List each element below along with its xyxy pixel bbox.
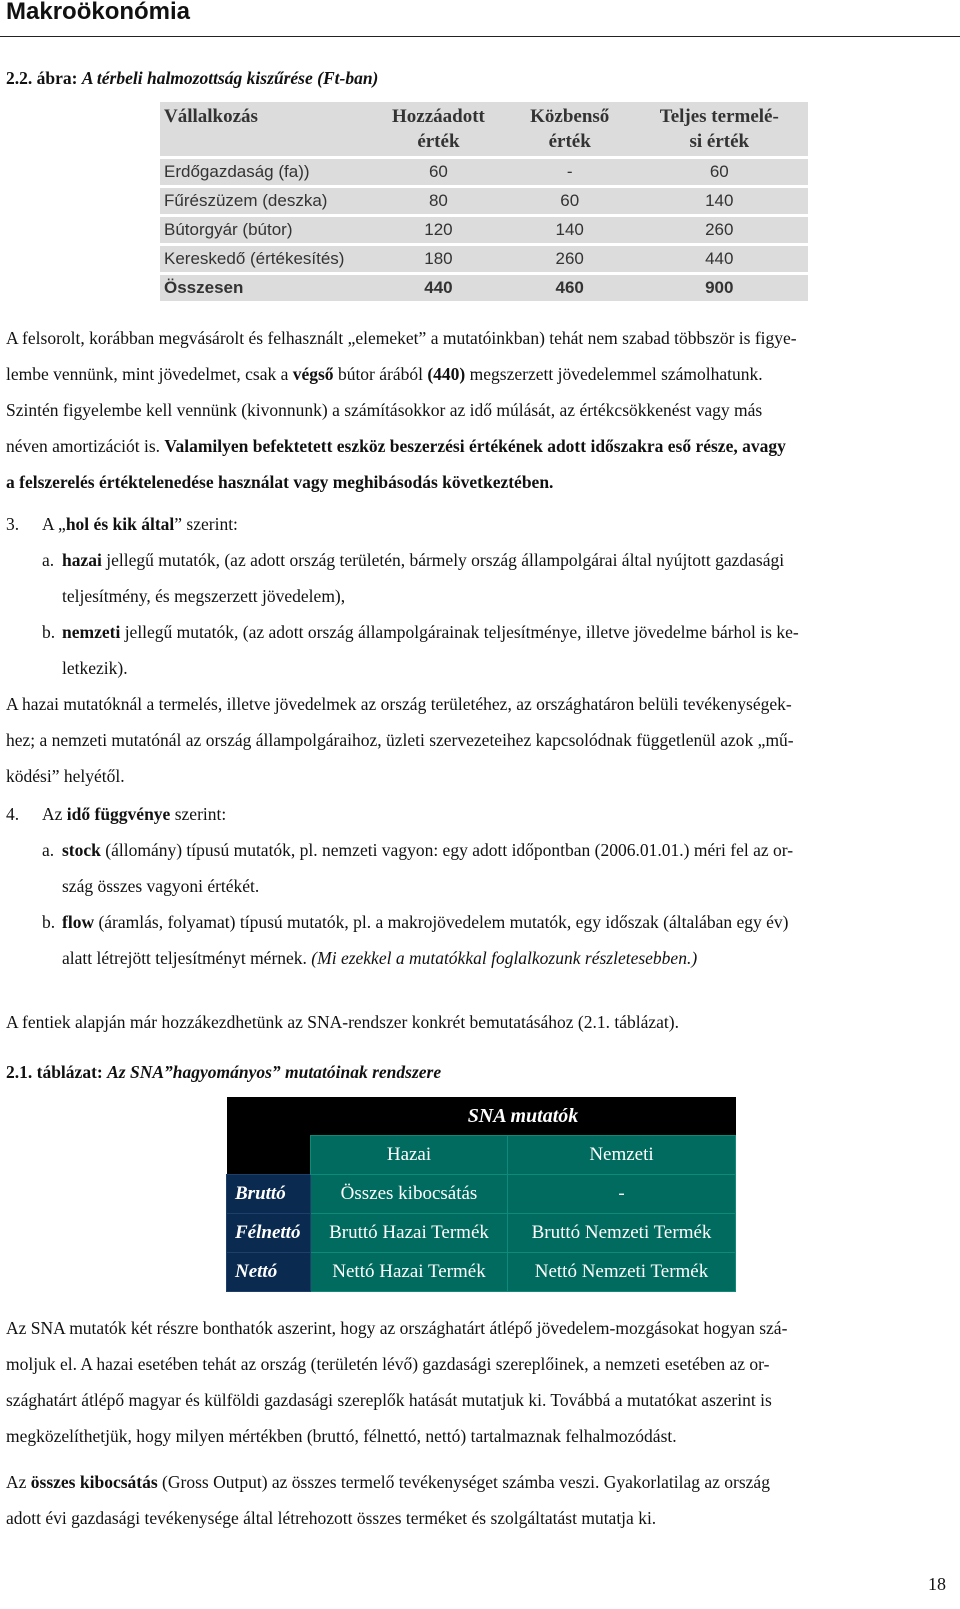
list-label: a.: [42, 550, 55, 570]
table-row: [160, 214, 808, 243]
page-number: 18: [928, 1574, 946, 1594]
text-line: néven amortizációt is. Valamilyen befektetett eszköz beszerzési értékének adott időszakra eső része, avagy: [6, 436, 786, 456]
figure-caption: [6, 60, 958, 96]
table-row: [160, 156, 808, 185]
text-line: hez; a nemzeti mutatónál az ország állampolgáraihoz, üzleti szervezeteihez kapcsolódnak függetlenül azok „mű-: [6, 730, 794, 750]
table-cell: Nettó Nemzeti Termék: [508, 1253, 736, 1292]
text-line: megközelíthetjük, hogy milyen mértékben (bruttó, félnettó, nettó) tartalmaznak felhalmozódást.: [6, 1426, 677, 1446]
table-cell: 140: [631, 185, 808, 214]
table-cell: -: [509, 156, 631, 185]
col-header-hazai: Hazai: [311, 1136, 508, 1175]
figure-caption-number: 2.2. ábra:: [6, 68, 78, 88]
table-cell: 460: [509, 272, 631, 301]
table-cell: 60: [631, 156, 808, 185]
text-line: moljuk el. A hazai esetében tehát az ország (területén lévő) gazdasági szereplőinek, a nemzeti esetében az or-: [6, 1354, 770, 1374]
table-row: [227, 1136, 736, 1175]
table-cell: 440: [631, 243, 808, 272]
table-cell: Bruttó Nemzeti Termék: [508, 1214, 736, 1253]
text-line: a felszerelés értéktelenedése használat vagy meghibásodás következtében.: [6, 472, 554, 492]
paragraph: [6, 686, 958, 794]
text-line: Az SNA mutatók két részre bonthatók aszerint, hogy az országhatárt átlépő jövedelem-mozgásokat hogyan szá-: [6, 1318, 788, 1338]
row-header: Bruttó: [227, 1175, 311, 1214]
paragraph: A fentiek alapján már hozzákezdhetünk az SNA-rendszer konkrét bemutatásához (2.1. táblázat).: [6, 1012, 679, 1032]
text-line: A felsorolt, korábban megvásárolt és felhasznált „elemeket” a mutatóinkban) tehát nem szabad többször is figye-: [6, 328, 797, 348]
table-cell: Nettó Hazai Termék: [311, 1253, 508, 1292]
row-header: Nettó: [227, 1253, 311, 1292]
table-row: [227, 1097, 736, 1136]
table-cell: 440: [368, 272, 509, 301]
paragraph: [6, 1464, 958, 1536]
list-label: a.: [42, 840, 55, 860]
col-header: Teljes termelé- si érték: [631, 102, 808, 156]
header-rule: [0, 36, 960, 37]
table-cell: Bruttó Hazai Termék: [311, 1214, 508, 1253]
table-cell: 60: [509, 185, 631, 214]
text-line: lembe vennünk, mint jövedelmet, csak a végső bútor árából (440) megszerzett jövedelemmel számolhatunk.: [6, 364, 763, 384]
table-row: [227, 1175, 736, 1214]
list-label: b.: [42, 912, 56, 932]
table-cell: 120: [368, 214, 509, 243]
table-caption-title: Az SNA”hagyományos” mutatóinak rendszere: [107, 1062, 442, 1082]
table-cell: 260: [631, 214, 808, 243]
table-cell: Összes kibocsátás: [311, 1175, 508, 1214]
table-cell-empty: [227, 1097, 311, 1136]
value-added-table: [160, 102, 808, 301]
table-caption-number: 2.1. táblázat:: [6, 1062, 103, 1082]
text-line: adott évi gazdasági tevékenysége által létrehozott összes terméket és szolgáltatást mutatja ki.: [6, 1508, 657, 1528]
table-cell: Bútorgyár (bútor): [160, 214, 368, 243]
figure-caption-title: A térbeli halmozottság kiszűrése (Ft-ban): [81, 68, 379, 88]
table-cell: 260: [509, 243, 631, 272]
table-cell: Erdőgazdaság (fa)): [160, 156, 368, 185]
list-item: nemzeti jellegű mutatók, (az adott ország állampolgárainak teljesítménye, illetve jövedelme bárhol is ke- letkezik).: [62, 622, 799, 678]
list-item: hazai jellegű mutatók, (az adott ország területén, bármely ország állampolgárai által nyújtott gazdasági teljesítmény, és megszerzett jövedelem),: [62, 550, 785, 606]
table-cell: Fűrészüzem (deszka): [160, 185, 368, 214]
table-row: [160, 243, 808, 272]
col-header: Vállalkozás: [160, 102, 368, 156]
list-item-heading: Az idő függvénye szerint:: [42, 804, 227, 824]
table-cell: Összesen: [160, 272, 368, 301]
table-cell: Kereskedő (értékesítés): [160, 243, 368, 272]
page-header-title: Makroökonómia: [6, 0, 191, 25]
col-header: Közbenső érték: [509, 102, 631, 156]
list-item-heading: A „hol és kik által” szerint:: [42, 514, 238, 534]
text-line: Az összes kibocsátás (Gross Output) az összes termelő tevékenységet számba veszi. Gyakorlatilag az ország: [6, 1472, 770, 1492]
list-item: flow (áramlás, folyamat) típusú mutatók, pl. a makrojövedelem mutatók, egy időszak (általában egy év) alatt létrejött teljesítményt mérnek. (Mi ezekkel a mutatókkal foglalkozunk részletesebben.): [62, 912, 789, 968]
table-total-row: [160, 272, 808, 301]
table-cell: -: [508, 1175, 736, 1214]
col-header-nemzeti: Nemzeti: [508, 1136, 736, 1175]
text-line: A hazai mutatóknál a termelés, illetve jövedelmek az ország területéhez, az országhatáron belüli tevékenységek-: [6, 694, 792, 714]
list-number: 3.: [6, 514, 20, 534]
table-header-row: [160, 102, 808, 156]
sna-group-header: SNA mutatók: [311, 1097, 736, 1136]
paragraph: [6, 1310, 958, 1454]
sna-table: [226, 1097, 736, 1287]
text-line: szághatárt átlépő magyar és külföldi gazdasági szereplők hatását mutatjuk ki. Továbbá a mutatókat aszerint is: [6, 1390, 772, 1410]
table-cell: 900: [631, 272, 808, 301]
text-line: Szintén figyelembe kell vennünk (kivonnunk) a számításokkor az idő múlását, az értékcsökkenést vagy más: [6, 400, 763, 420]
list-item: stock (állomány) típusú mutatók, pl. nemzeti vagyon: egy adott időpontban (2006.01.01.) méri fel az or- szág összes vagyoni értékét.: [62, 840, 794, 896]
table-caption: [6, 1054, 958, 1090]
list-number: 4.: [6, 804, 20, 824]
paragraph: [6, 320, 958, 500]
table-row: [227, 1214, 736, 1253]
table-row: [227, 1253, 736, 1292]
table-cell: 140: [509, 214, 631, 243]
list-label: b.: [42, 622, 56, 642]
table-cell: 180: [368, 243, 509, 272]
text-line: ködési” helyétől.: [6, 766, 125, 786]
col-header: Hozzáadott érték: [368, 102, 509, 156]
row-header: Félnettó: [227, 1214, 311, 1253]
table-cell: 80: [368, 185, 509, 214]
table-row: [160, 185, 808, 214]
table-cell-empty: [227, 1136, 311, 1175]
table-cell: 60: [368, 156, 509, 185]
